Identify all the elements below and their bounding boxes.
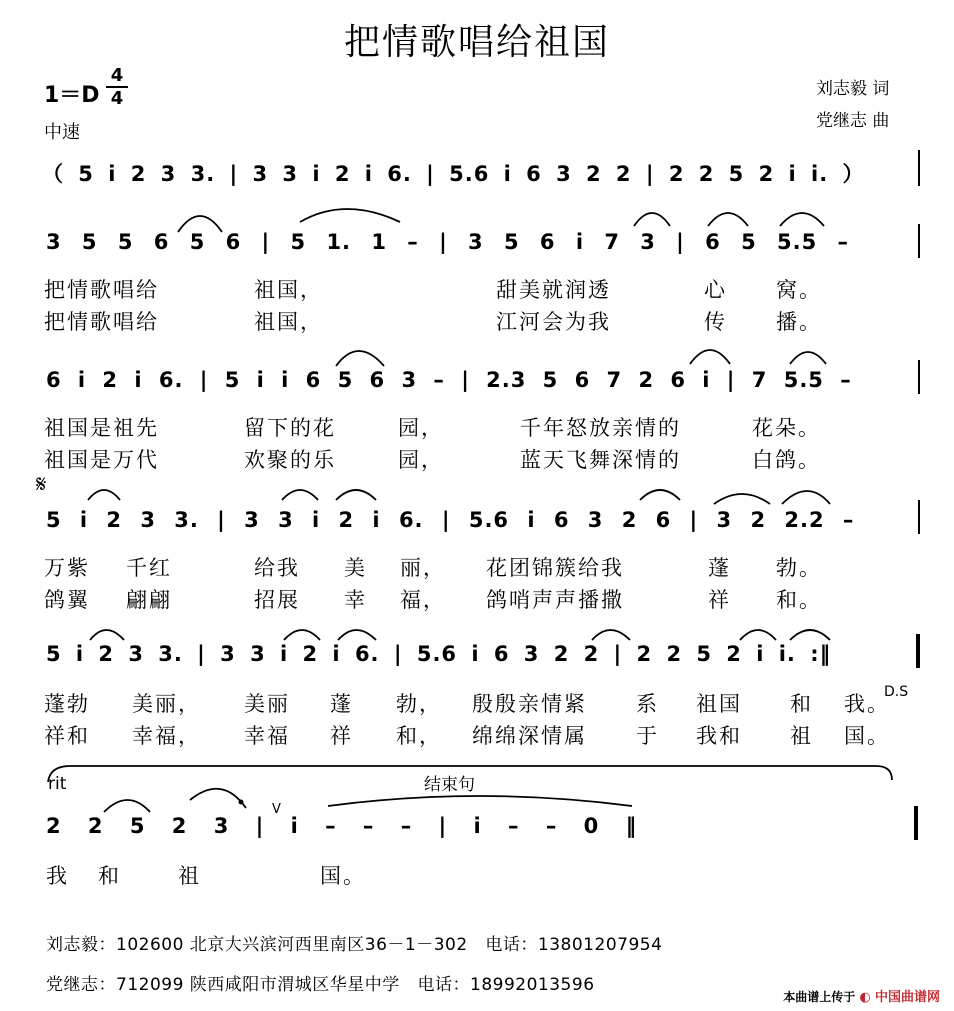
watermark-logo-icon: ◐ — [859, 990, 871, 1005]
lyric-5-1-h: 祖国 — [696, 692, 742, 716]
time-sig-bottom: 4 — [110, 88, 124, 109]
lyric-4-1-a: 万紫 — [44, 556, 90, 580]
lyric-5-2-f: 绵绵深情属 — [472, 724, 587, 748]
lyric-5-1-a: 蓬勃 — [44, 692, 90, 716]
contact-composer-name: 党继志： — [46, 975, 116, 995]
barline-end-5 — [916, 634, 920, 668]
lyric-2-2-d: 传 — [704, 310, 727, 334]
lyric-4-1-g: 蓬 — [708, 556, 731, 580]
barline-end-1 — [918, 150, 920, 186]
page-title: 把情歌唱给祖国 — [343, 22, 610, 63]
contact-composer-address: 712099 陕西咸阳市渭城区华星中学 — [116, 975, 400, 995]
lyric-6-c: 祖 — [178, 864, 201, 888]
lyric-3-2-e: 白鸽。 — [752, 448, 821, 472]
lyric-5-2-b: 幸福， — [132, 724, 201, 748]
lyric-5-1-b: 美丽， — [132, 692, 201, 716]
lyric-2-2-c: 江河会为我 — [496, 310, 611, 334]
lyric-3-2-c: 园， — [398, 448, 444, 472]
lyric-4-2-c: 招展 — [254, 588, 300, 612]
watermark-prefix: 本曲谱上传于 — [783, 990, 856, 1004]
lyric-2-2-e: 播。 — [776, 310, 822, 334]
lyric-5-1-j: 我。 — [844, 692, 890, 716]
lyric-6-b: 和 — [98, 864, 121, 888]
segno-sign: 𝄋 — [36, 470, 47, 498]
lyric-4-2-f: 鸽哨声声播撒 — [486, 588, 624, 612]
lyric-2-1-c: 甜美就润透 — [496, 278, 611, 302]
lyric-2-1-d: 心 — [704, 278, 727, 302]
barline-end-3 — [918, 360, 920, 394]
contact-lyricist-phone: 13801207954 — [537, 935, 663, 955]
ds-marking: D.S — [884, 684, 909, 700]
lyric-5-2-j: 国。 — [844, 724, 890, 748]
notation-line-2: 3 5 5 6 5 6 | 5 1. 1 – | 3 5 6 i 7 3 | 6 5 5.5 – — [46, 230, 850, 254]
site-watermark — [783, 986, 940, 1005]
notation-line-1: （ 5 i 2 3 3. | 3 3 i 2 i 6. | 5.6 i 6 3 2 2 | 2 2 5 2 i i. ） — [42, 162, 865, 186]
lyric-5-2-c: 幸福 — [244, 724, 290, 748]
ending-label: 结束句 — [424, 775, 475, 795]
barline-final — [914, 806, 918, 840]
lyric-2-1-e: 窝。 — [776, 278, 822, 302]
lyric-3-1-e: 花朵。 — [752, 416, 821, 440]
lyric-3-1-b: 留下的花 — [244, 416, 336, 440]
contact-lyricist — [46, 930, 662, 955]
contact-lyricist-address: 102600 北京大兴滨河西里南区36－1－302 — [116, 935, 468, 955]
lyric-3-1-c: 园， — [398, 416, 444, 440]
lyric-3-2-d: 蓝天飞舞深情的 — [520, 448, 681, 472]
lyric-5-1-f: 殷殷亲情紧 — [472, 692, 587, 716]
notation-line-6: 2 2 5 2 3 | i – – – | i – – 0 ‖ — [46, 814, 638, 838]
lyric-3-1-d: 千年怒放亲情的 — [520, 416, 681, 440]
lyric-5-1-g: 系 — [636, 692, 659, 716]
contact-composer-phone-label: 电话： — [417, 975, 471, 995]
lyric-4-1-h: 勃。 — [776, 556, 822, 580]
contact-composer-phone: 18992013596 — [470, 975, 595, 995]
lyric-6-a: 我 — [46, 864, 69, 888]
watermark-brand: 中国曲谱网 — [874, 990, 940, 1005]
lyric-2-1-b: 祖国， — [254, 278, 323, 302]
lyric-3-1-a: 祖国是祖先 — [44, 416, 159, 440]
lyric-5-1-c: 美丽 — [244, 692, 290, 716]
lyric-4-2-a: 鸽翼 — [44, 588, 90, 612]
lyric-2-2-a: 把情歌唱给 — [44, 310, 159, 334]
time-sig-top: 4 — [110, 65, 124, 86]
lyric-6-d: 国。 — [320, 864, 366, 888]
time-signature — [106, 66, 128, 108]
rit-marking: rit — [48, 774, 67, 794]
lyric-3-2-a: 祖国是万代 — [44, 448, 159, 472]
tempo-marking: 中速 — [44, 122, 80, 143]
lyric-4-2-e: 福， — [400, 588, 446, 612]
lyric-5-2-i: 祖 — [790, 724, 813, 748]
lyric-5-2-a: 祥和 — [44, 724, 90, 748]
barline-end-4 — [918, 500, 920, 534]
lyric-4-2-h: 和。 — [776, 588, 822, 612]
lyric-5-2-h: 我和 — [696, 724, 742, 748]
breath-mark: V — [272, 802, 281, 817]
contact-lyricist-phone-label: 电话： — [485, 935, 538, 955]
lyric-4-1-f: 花团锦簇给我 — [486, 556, 624, 580]
key-signature: 1＝D — [44, 83, 100, 108]
lyricist-credit: 刘志毅 词 — [816, 79, 890, 99]
lyric-4-1-d: 美 — [344, 556, 367, 580]
notation-line-3: 6 i 2 i 6. | 5 i i 6 5 6 3 – | 2.3 5 6 7 2 6 i | 7 5.5 – — [46, 368, 852, 392]
lyric-3-2-b: 欢聚的乐 — [244, 448, 336, 472]
lyric-2-1-a: 把情歌唱给 — [44, 278, 159, 302]
lyric-5-1-e: 勃， — [396, 692, 442, 716]
composer-credit: 党继志 曲 — [816, 111, 890, 131]
lyric-4-1-b: 千红 — [126, 556, 172, 580]
notation-line-5: 5 i 2 3 3. | 3 3 i 2 i 6. | 5.6 i 6 3 2 2 | 2 2 5 2 i i. :‖ — [46, 642, 832, 666]
lyric-4-1-c: 给我 — [254, 556, 300, 580]
lyric-5-2-d: 祥 — [330, 724, 353, 748]
lyric-5-1-d: 蓬 — [330, 692, 353, 716]
contact-composer — [46, 970, 595, 995]
notation-line-4: 5 i 2 3 3. | 3 3 i 2 i 6. | 5.6 i 6 3 2 6 | 3 2 2.2 – — [46, 508, 855, 532]
lyric-5-1-i: 和 — [790, 692, 813, 716]
lyric-4-2-g: 祥 — [708, 588, 731, 612]
contact-lyricist-name: 刘志毅： — [46, 935, 116, 955]
lyric-5-2-g: 于 — [636, 724, 659, 748]
lyric-2-2-b: 祖国， — [254, 310, 323, 334]
lyric-5-2-e: 和， — [396, 724, 442, 748]
barline-end-2 — [918, 224, 920, 258]
lyric-4-2-b: 翩翩 — [126, 588, 172, 612]
lyric-4-1-e: 丽， — [400, 556, 446, 580]
lyric-4-2-d: 幸 — [344, 588, 367, 612]
